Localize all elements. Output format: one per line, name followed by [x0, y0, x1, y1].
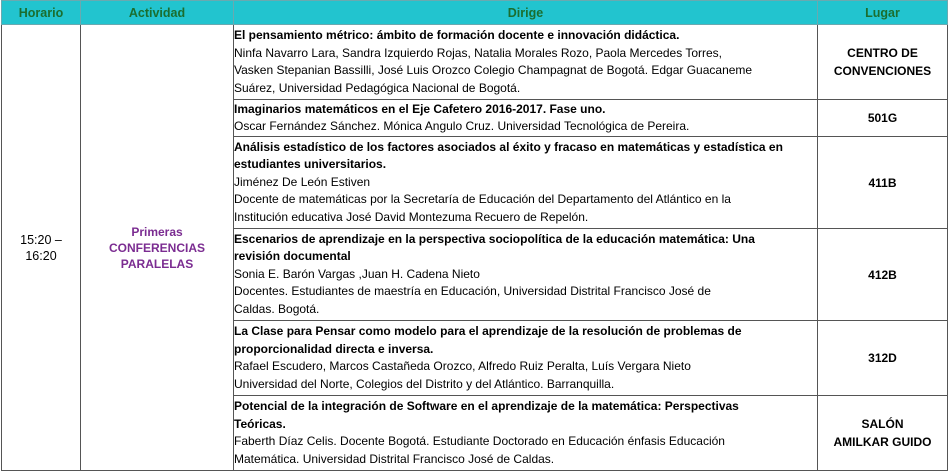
- activity-cell: [81, 25, 234, 471]
- session-cell: [234, 229, 818, 321]
- session-authors: Universidad del Norte, Colegios del Distrito y del Atlántico. Barranquilla.: [234, 376, 615, 391]
- session-title: Teóricas.: [234, 416, 286, 431]
- schedule-table: [1, 0, 948, 471]
- session-cell: [234, 321, 818, 396]
- place-cell: [818, 396, 948, 471]
- session-authors: Docente de matemáticas por la Secretaría de Educación del Departamento del Atlántico en la: [234, 192, 731, 207]
- place-cell: [818, 100, 948, 137]
- time-cell: [2, 25, 81, 471]
- place-line: 412B: [868, 267, 897, 282]
- activity-line: Primeras: [131, 224, 183, 239]
- place-cell: [818, 25, 948, 100]
- session-cell: [234, 25, 818, 100]
- session-authors: Oscar Fernández Sánchez. Mónica Angulo Cruz. Universidad Tecnológica de Pereira.: [234, 119, 690, 133]
- session-title: estudiantes universitarios.: [234, 157, 387, 172]
- header-dirige: Dirige: [234, 1, 818, 25]
- header-lugar: Lugar: [818, 1, 948, 25]
- session-authors: Matemática. Universidad Distrital Francisco José de Caldas.: [234, 451, 555, 466]
- activity-line: CONFERENCIAS: [108, 240, 205, 255]
- session-cell: [234, 100, 818, 137]
- place-line: CONVENCIONES: [833, 64, 932, 78]
- session-title: Imaginarios matemáticos en el Eje Cafetero 2016-2017. Fase uno.: [234, 101, 606, 116]
- place-line: CENTRO DE: [847, 46, 918, 60]
- session-title: La Clase para Pensar como modelo para el aprendizaje de la resolución de problemas de: [234, 324, 742, 338]
- session-cell: [234, 396, 818, 471]
- session-authors: Suárez, Universidad Pedagógica Nacional de Bogotá.: [234, 80, 521, 95]
- place-line: 411B: [868, 175, 897, 190]
- session-title: Análisis estadístico de los factores asociados al éxito y fracaso en matemáticas y estadística en: [234, 139, 783, 154]
- place-cell: [818, 229, 948, 321]
- header-actividad: Actividad: [81, 1, 234, 25]
- activity-line: PARALELAS: [120, 256, 194, 271]
- place-line: 312D: [868, 351, 897, 365]
- session-authors: Faberth Díaz Celis. Docente Bogotá. Estudiante Doctorado en Educación énfasis Educación: [234, 434, 725, 448]
- session-authors: Caldas. Bogotá.: [234, 301, 320, 316]
- session-authors: Jiménez De León Estiven: [234, 174, 371, 189]
- session-authors: Sonia E. Barón Vargas ,Juan H. Cadena Nieto: [234, 266, 480, 281]
- session-authors: Rafael Escudero, Marcos Castañeda Orozco, Alfredo Ruiz Peralta, Luís Vergara Nieto: [234, 359, 691, 373]
- place-line: 501G: [867, 111, 898, 125]
- session-title: Potencial de la integración de Software en el aprendizaje de la matemática: Perspectivas: [234, 399, 739, 413]
- header-horario: Horario: [2, 1, 81, 25]
- session-title: Escenarios de aprendizaje en la perspectiva sociopolítica de la educación matemática: Una: [234, 231, 755, 246]
- header-row: [2, 1, 948, 25]
- session-cell: [234, 137, 818, 229]
- place-line: SALÓN: [861, 417, 904, 431]
- session-authors: Ninfa Navarro Lara, Sandra Izquierdo Rojas, Natalia Morales Rozo, Paola Mercedes Torres,: [234, 45, 723, 60]
- time-start: 15:20 –: [20, 232, 62, 247]
- session-authors: Vasken Stepanian Bassilli, José Luis Orozco Colegio Champagnat de Bogotá. Edgar Guacaneme: [234, 63, 753, 77]
- session-title: proporcionalidad directa e inversa.: [234, 341, 434, 356]
- place-cell: [818, 321, 948, 396]
- table-row: [2, 25, 948, 100]
- session-authors: Institución educativa José David Montezuma Recuero de Repelón.: [234, 209, 589, 224]
- time-end: 16:20: [25, 248, 57, 263]
- place-line: AMILKAR GUIDO: [833, 435, 932, 449]
- session-title: revisión documental: [234, 249, 351, 264]
- place-cell: [818, 137, 948, 229]
- session-title: El pensamiento métrico: ámbito de formación docente e innovación didáctica.: [234, 28, 680, 42]
- session-authors: Docentes. Estudiantes de maestría en Educación, Universidad Distrital Francisco José de: [234, 284, 711, 299]
